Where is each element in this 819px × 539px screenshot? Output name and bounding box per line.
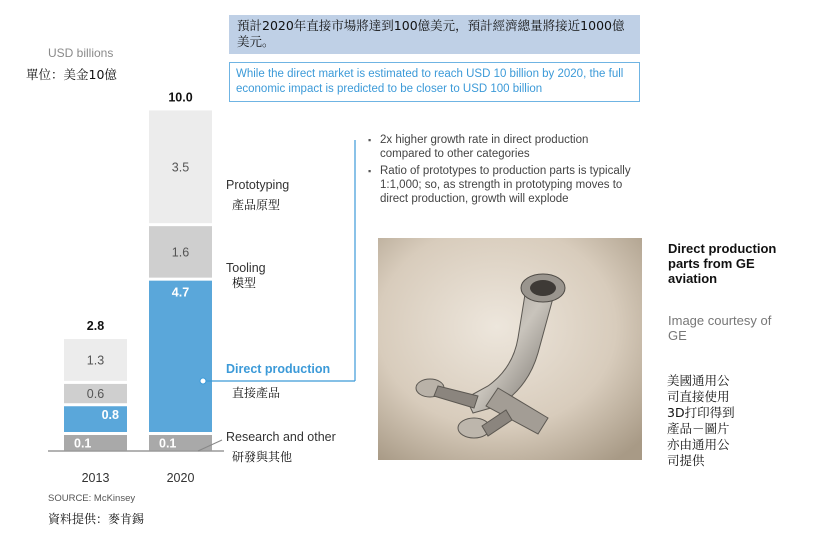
unit-label-zh: 單位：美金10億 [26,67,117,82]
total-label-2013: 2.8 [86,319,105,334]
data-label-direct-production-2013: 0.8 [101,408,119,423]
photo-caption-credit: Image courtesy of GE [668,313,772,343]
x-tick-label-2020: 2020 [166,471,195,485]
bullet-item: ▪ Ratio of prototypes to production parts is typically 1:1,000; so, as strength in prototyping moves to direct production, growth will explode [368,164,638,206]
data-label-research-and-other-2020: 0.1 [159,436,177,451]
legend-tooling-en: Tooling [226,261,266,275]
callout-en: While the direct market is estimated to reach USD 10 billion by 2020, the full economic impact is predicted to be closer to USD 100 billion [229,62,640,102]
bullet-item: ▪ 2x higher growth rate in direct production compared to other categories [368,133,638,161]
source-en: SOURCE: McKinsey [48,493,136,504]
data-label-prototyping-2013: 1.3 [86,353,105,368]
legend-direct-production-zh: 直接產品 [232,386,281,400]
source-zh: 資料提供：麥肯錫 [48,512,145,526]
callout-zh: 預計2020年直接市場將達到100億美元，預計經濟總量將接近1000億美元。 [229,15,640,54]
photo-caption-title: Direct production parts from GE aviation [668,241,777,286]
unit-label-en: USD billions [48,46,114,60]
total-label-2020: 10.0 [168,90,193,105]
ge-part-photo [378,238,642,460]
legend-tooling-zh: 模型 [232,276,257,290]
data-label-research-and-other-2013: 0.1 [74,436,92,451]
data-label-direct-production-2020: 4.7 [171,285,190,300]
bar-direct-production-2020 [149,281,212,432]
legend-research-en: Research and other [226,430,336,444]
bullet-list [368,133,638,209]
legend-prototyping-zh: 產品原型 [232,198,281,212]
legend-research-zh: 研發與其他 [232,450,293,464]
legend-direct-production-en: Direct production [226,362,331,376]
data-label-tooling-2020: 1.6 [171,245,190,260]
data-label-prototyping-2020: 3.5 [171,160,190,175]
direct-production-marker [200,378,206,384]
data-label-tooling-2013: 0.6 [86,387,105,402]
legend-prototyping-en: Prototyping [226,178,290,192]
x-tick-label-2013: 2013 [81,471,110,485]
photo-caption-zh: 美國通用公司直接使用3D打印得到產品－圖片亦由通用公司提供 [667,373,735,468]
